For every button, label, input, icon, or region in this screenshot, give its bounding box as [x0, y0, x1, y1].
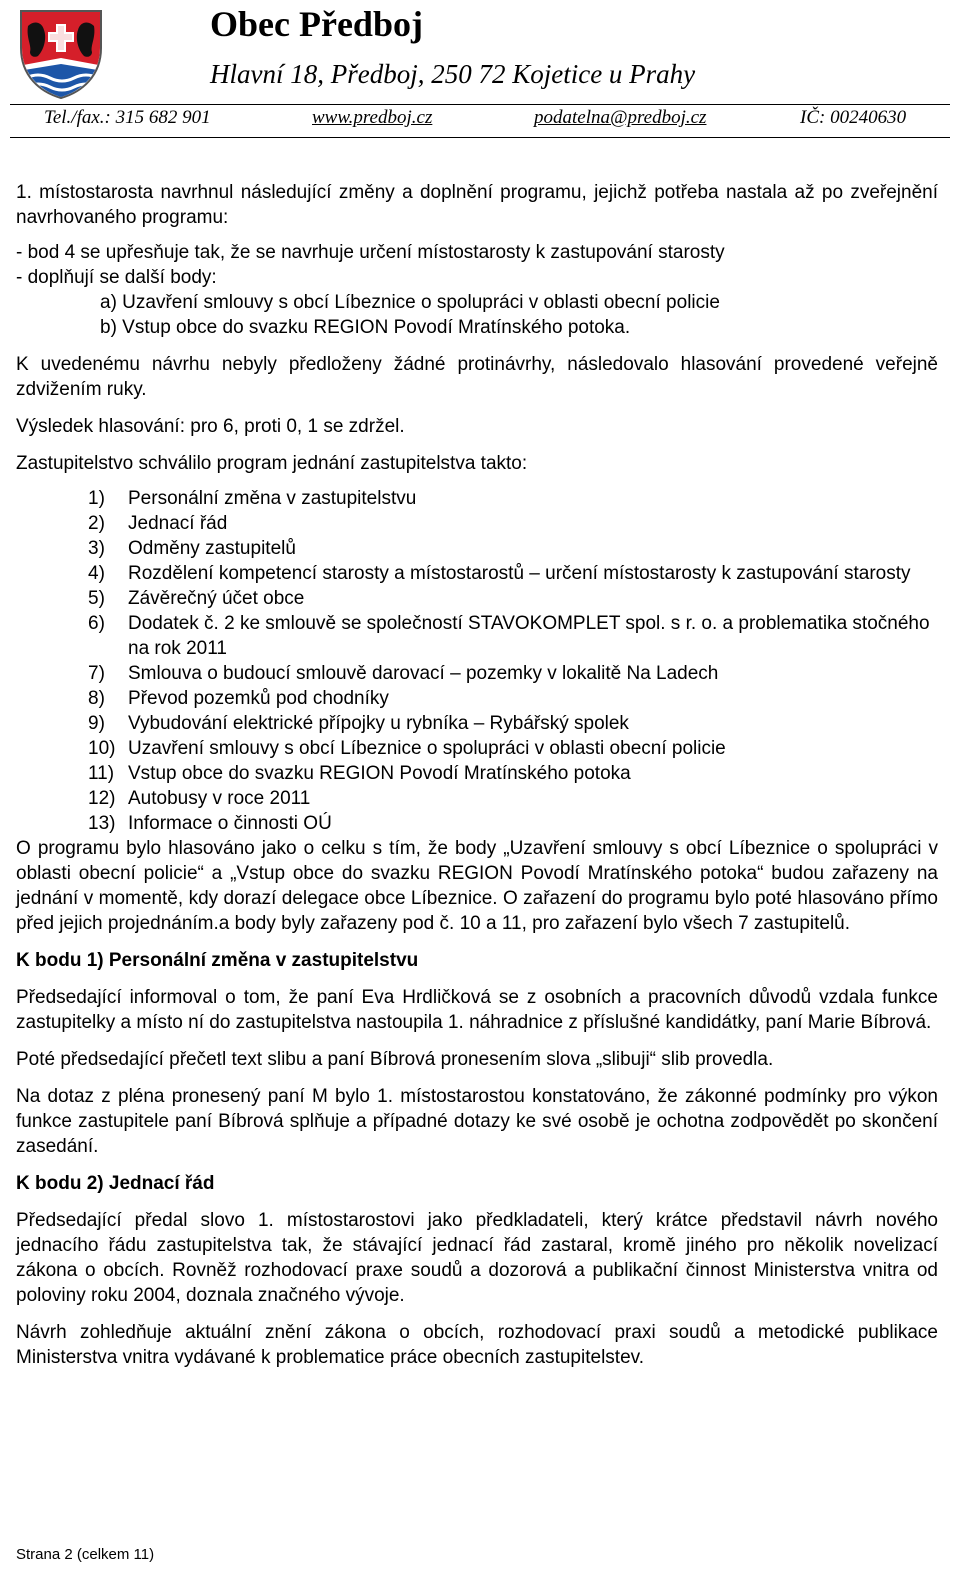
list-item: 2) Jednací řád	[88, 513, 228, 534]
change-subitem: a) Uzavření smlouvy s obcí Líbeznice o spolupráci v oblasti obecní policie	[100, 292, 720, 313]
list-item: 11) Vstup obce do svazku REGION Povodí Mratínského potoka	[88, 763, 631, 784]
list-item: 5) Závěrečný účet obce	[88, 588, 305, 609]
municipal-crest-icon	[18, 8, 104, 100]
minutes-body	[16, 180, 938, 1382]
counterproposal-paragraph: K uvedenému návrhu nebyly předloženy žádné protinávrhy, následovalo hlasování provedené veřejně zdvižením ruky.	[16, 354, 938, 400]
email-link[interactable]: podatelna@predboj.cz	[534, 107, 707, 128]
header-divider-top	[10, 104, 950, 105]
company-id: IČ: 00240630	[800, 107, 907, 128]
change-item: - doplňují se další body:	[16, 267, 217, 288]
list-item: 3) Odměny zastupitelů	[88, 538, 296, 559]
program-list	[16, 486, 938, 836]
program-approved: Zastupitelstvo schválilo program jednání zastupitelstva takto:	[16, 453, 528, 474]
section-heading: K bodu 2) Jednací řád	[16, 1173, 215, 1194]
municipality-name: Obec Předboj	[210, 4, 423, 44]
contact-row	[0, 106, 960, 132]
list-item: 6) Dodatek č. 2 ke smlouvě se společností STAVOKOMPLET spol. s r. o. a problematika stočného na rok 2011	[88, 613, 930, 659]
letterhead	[0, 0, 960, 150]
list-item: 7) Smlouva o budoucí smlouvě darovací – pozemky v lokalitě Na Ladech	[88, 663, 719, 684]
website-link[interactable]: www.predboj.cz	[312, 107, 433, 128]
header-divider-bottom	[10, 137, 950, 138]
list-item: 9) Vybudování elektrické přípojky u rybníka – Rybářský spolek	[88, 713, 629, 734]
list-item: 12) Autobusy v roce 2011	[88, 788, 311, 809]
phone-fax: Tel./fax.: 315 682 901	[44, 107, 211, 128]
page-number: Strana 2 (celkem 11)	[16, 1546, 155, 1563]
change-item: - bod 4 se upřesňuje tak, že se navrhuje určení místostarosty k zastupování starosty	[16, 242, 725, 263]
paragraph: Na dotaz z pléna pronesený paní M bylo 1. místostarostou konstatováno, že zákonné podmínky pro výkon funkce zastupitele paní Bíbrová splňuje a případné dotazy ke své osobě je ochotna zodpovědět po skončení zasedání.	[16, 1086, 938, 1157]
list-item: 13) Informace o činnosti OÚ	[88, 813, 332, 834]
list-item: 10) Uzavření smlouvy s obcí Líbeznice o spolupráci v oblasti obecní policie	[88, 738, 726, 759]
municipality-address: Hlavní 18, Předboj, 250 72 Kojetice u Prahy	[210, 59, 696, 89]
program-vote-paragraph: O programu bylo hlasováno jako o celku s tím, že body „Uzavření smlouvy s obcí Líbeznice o spolupráci v oblasti obecní policie“ a „Vstup obce do svazku REGION Povodí Mratínského potoka“ budou zařazeny na jednání v momentě, kdy dorazí delegace obce Líbeznice. O zařazení do programu bylo poté hlasováno přímo před jejich projednáním.a body byly zařazeny pod č. 10 a 11, pro zařazení bylo všech 7 zastupitelů.	[16, 838, 938, 934]
paragraph: Předsedající informoval o tom, že paní Eva Hrdličková se z osobních a pracovních důvodů vzdala funkce zastupitelky a místo ní do zastupitelstva nastoupila 1. náhradnice z příslušné kandidátky, paní Marie Bíbrová.	[16, 987, 938, 1033]
paragraph: Návrh zohledňuje aktuální znění zákona o obcích, rozhodovací praxi soudů a metodické publikace Ministerstva vnitra vydávané k problematice práce obecních zastupitelstev.	[16, 1322, 938, 1368]
list-item: 4) Rozdělení kompetencí starosty a místostarostů – určení místostarosty k zastupování starosty	[88, 563, 911, 584]
paragraph: Předsedající předal slovo 1. místostarostovi jako předkladateli, který krátce představil návrh nového jednacího řádu zastupitelstva tak, že stávající jednací řád zastaral, kromě jiného pro několik novelizací zákona o obcích. Rovněž rozhodovací praxe soudů a dozorová a publikační činnost Ministerstva vnitra od poloviny roku 2004, doznala značného vývoje.	[16, 1210, 938, 1306]
vote-result: Výsledek hlasování: pro 6, proti 0, 1 se zdržel.	[16, 416, 405, 437]
change-subitem: b) Vstup obce do svazku REGION Povodí Mratínského potoka.	[100, 317, 631, 338]
intro-paragraph: 1. místostarosta navrhnul následující změny a doplnění programu, jejichž potřeba nastala až po zveřejnění navrhovaného programu:	[16, 182, 938, 228]
list-item: 8) Převod pozemků pod chodníky	[88, 688, 389, 709]
paragraph: Poté předsedající přečetl text slibu a paní Bíbrová pronesením slova „slibuji“ slib provedla.	[16, 1049, 774, 1070]
section-heading: K bodu 1) Personální změna v zastupitelstvu	[16, 950, 419, 971]
list-item: 1) Personální změna v zastupitelstvu	[88, 488, 417, 509]
